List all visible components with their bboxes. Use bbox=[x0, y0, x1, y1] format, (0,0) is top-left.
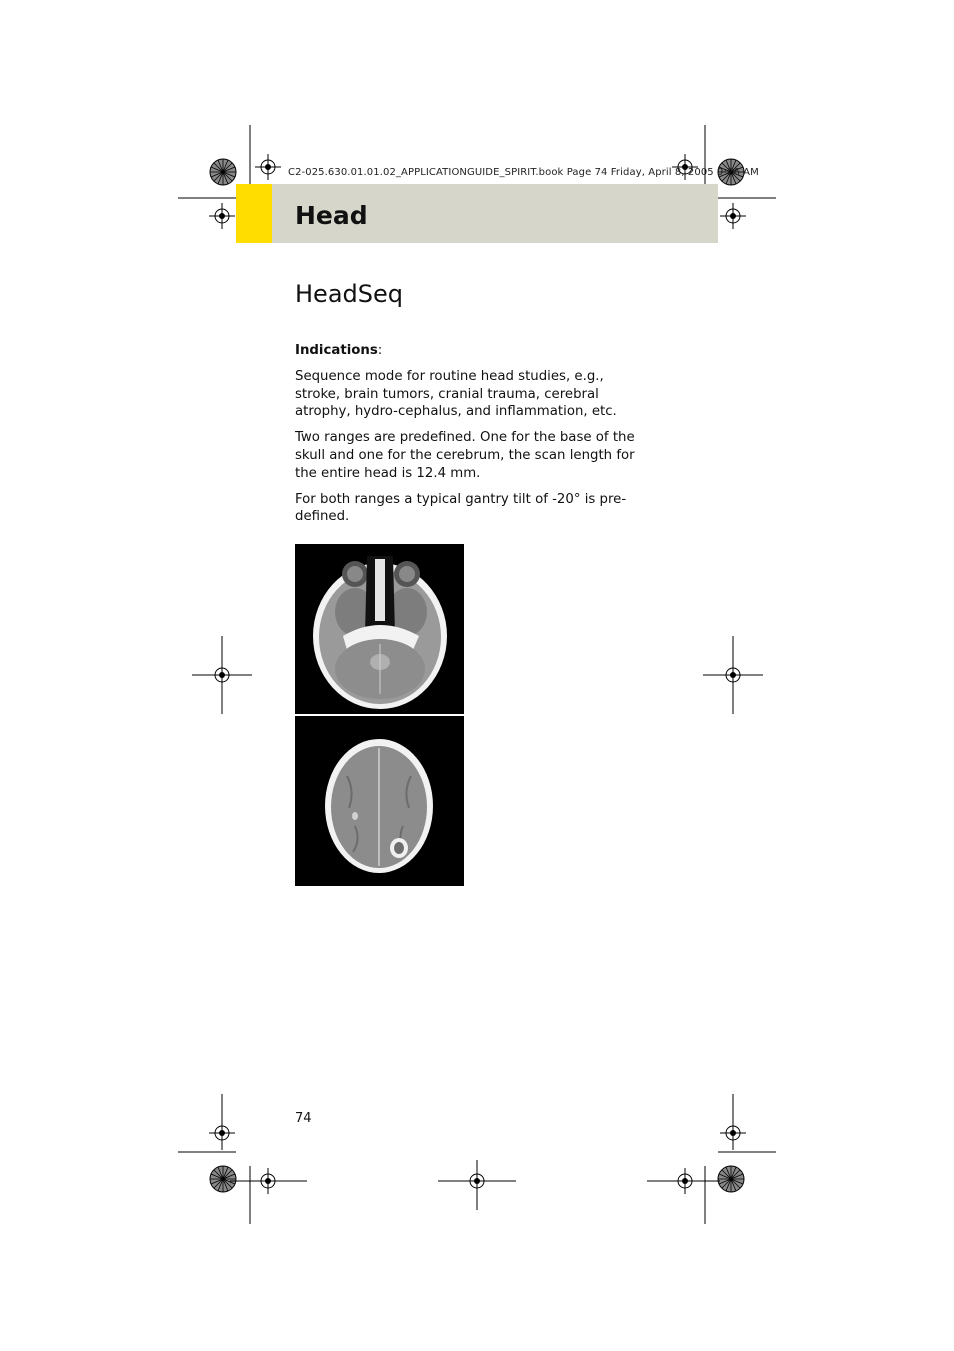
paragraph-indications: Sequence mode for routine head studies, e.g., stroke, brain tumors, cranial trauma, cerebral atrophy, hydro-cephalus, and inflammation, etc. bbox=[295, 369, 617, 420]
indications-colon: : bbox=[377, 343, 383, 358]
chapter-accent-tab bbox=[236, 184, 272, 243]
ct-scan-skull-base bbox=[295, 544, 464, 714]
print-slug: C2-025.630.01.01.02_APPLICATIONGUIDE_SPIRIT.book Page 74 Friday, April 8, 2005 9:26 AM bbox=[288, 167, 759, 178]
chapter-title: Head bbox=[295, 201, 368, 230]
indications-section bbox=[295, 342, 640, 534]
page-title: HeadSeq bbox=[295, 280, 403, 308]
paragraph-gantry-tilt: For both ranges a typical gantry tilt of -20° is pre-defined. bbox=[295, 491, 627, 525]
indications-label: Indications bbox=[295, 343, 378, 358]
paragraph-ranges: Two ranges are predefined. One for the base of the skull and one for the cerebrum, the scan length for the entire head is 12.4 mm. bbox=[295, 430, 635, 481]
indications-heading bbox=[295, 342, 640, 360]
ct-scan-cerebrum bbox=[295, 716, 464, 886]
page-number: 74 bbox=[295, 1111, 312, 1126]
